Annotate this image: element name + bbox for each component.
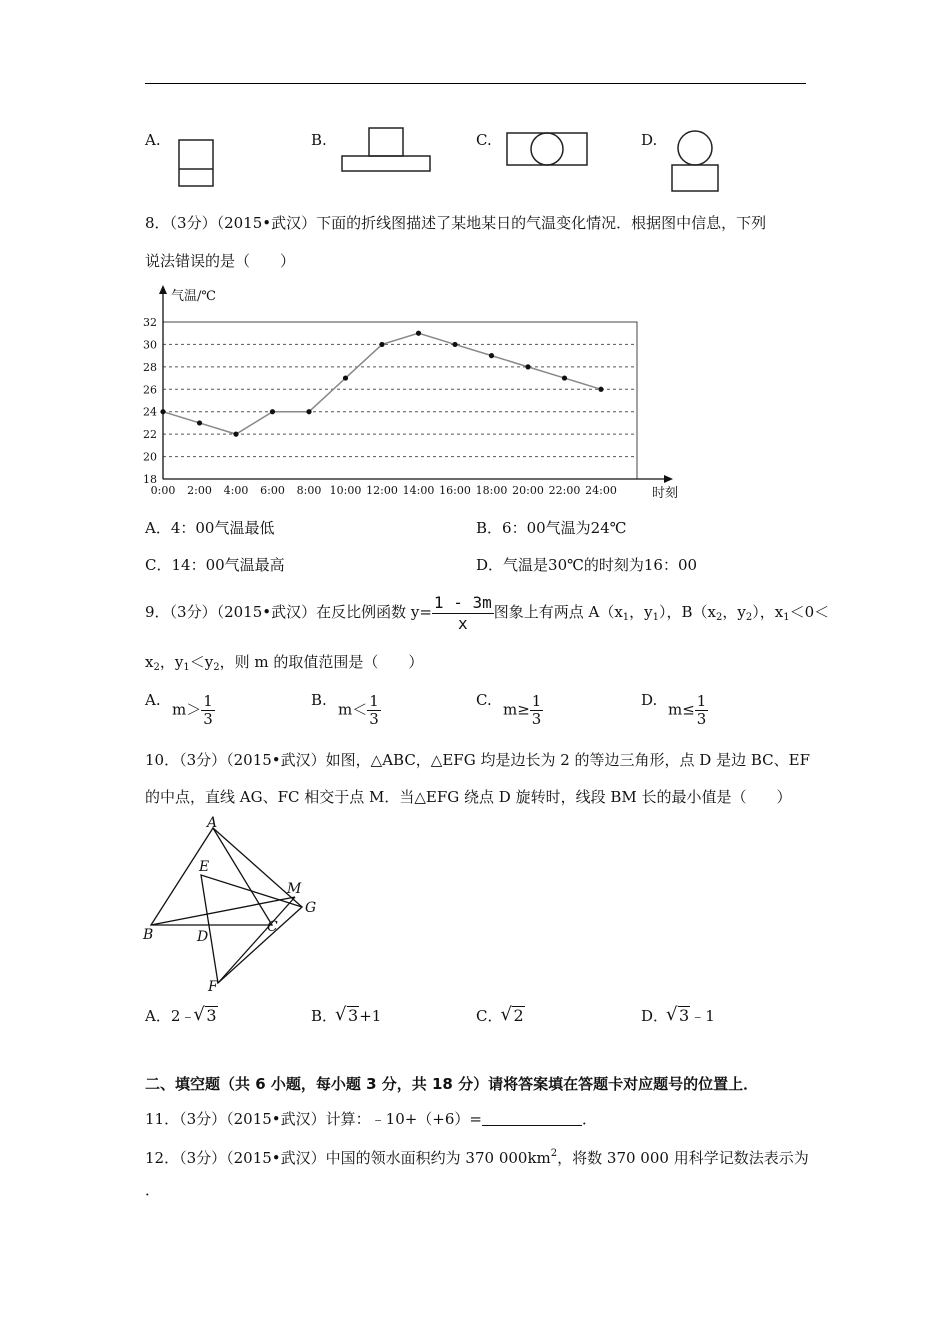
q9-option-d-num: 1 bbox=[696, 692, 707, 710]
x-axis-arrow bbox=[664, 475, 673, 483]
q8-option-b: B．6：00气温为24℃ bbox=[476, 519, 627, 537]
q9-sub-8: 2 bbox=[213, 662, 220, 673]
q11-question: 11．（3分）（2015•武汉）计算：﹣10+（+6）= bbox=[145, 1110, 482, 1128]
q10-option-c-radicand: √ 2 bbox=[512, 1006, 524, 1025]
q12-text-line2: ． bbox=[145, 1181, 161, 1199]
x-tick-label: 8:00 bbox=[296, 484, 322, 497]
q9-sub-5: 1 bbox=[783, 612, 790, 623]
x-tick-label: 18:00 bbox=[475, 484, 508, 497]
q9-sub-2: 1 bbox=[652, 612, 660, 623]
q9-option-a-label: A. bbox=[145, 691, 161, 709]
header-rule bbox=[145, 83, 806, 84]
q10-option-b-label: B． bbox=[311, 1007, 338, 1025]
q9-option-d-fraction bbox=[695, 693, 709, 728]
triangle-abc bbox=[151, 828, 272, 925]
q9-option-d-label: D. bbox=[641, 691, 658, 709]
q9-option-b-den: 3 bbox=[369, 710, 379, 728]
q9-text-line2 bbox=[145, 652, 423, 678]
q10-option-d-post: ﹣1 bbox=[690, 1007, 715, 1025]
plot-frame bbox=[163, 322, 637, 479]
q9-line2-c: ＜y bbox=[189, 653, 214, 671]
q7-shape-b bbox=[342, 128, 430, 171]
y-tick-label: 20 bbox=[143, 450, 157, 464]
q9-frac-num: 1 - 3m bbox=[433, 592, 492, 612]
data-point bbox=[270, 409, 275, 414]
data-point bbox=[416, 331, 421, 336]
q10-option-b-post: +1 bbox=[359, 1007, 382, 1025]
q7-shape-a bbox=[179, 140, 213, 186]
q9-option-d-den: 3 bbox=[696, 710, 707, 728]
y-axis-arrow bbox=[159, 285, 167, 294]
q7-option-d-label: D. bbox=[641, 131, 658, 149]
label-e: E bbox=[199, 859, 210, 875]
q10-option-c bbox=[476, 1006, 525, 1026]
q10-text-line2: 的中点，直线 AG、FC 相交于点 M．当△EFG 绕点 D 旋转时，线段 BM 长的最小值是（ ） bbox=[145, 788, 792, 806]
q7-shape-c bbox=[507, 133, 587, 165]
x-tick-label: 16:00 bbox=[439, 484, 471, 497]
q10-option-a-radicand: √ 3 bbox=[205, 1006, 217, 1025]
data-point bbox=[562, 375, 567, 380]
x-tick-label: 24:00 bbox=[585, 484, 617, 497]
y-tick-label: 32 bbox=[143, 316, 157, 329]
q9-option-a-den: 3 bbox=[203, 710, 213, 728]
q9-option-b bbox=[338, 693, 381, 728]
y-tick-label: 26 bbox=[143, 383, 157, 397]
data-point bbox=[160, 409, 165, 414]
x-tick-label: 0:00 bbox=[150, 484, 176, 497]
q9-sub-3: 2 bbox=[716, 612, 723, 623]
q9-suffix-f: ＜0＜ bbox=[789, 603, 830, 621]
q10-option-a-pre: 2﹣ bbox=[170, 1007, 196, 1025]
x-tick-label: 4:00 bbox=[223, 484, 249, 497]
y-tick-label: 28 bbox=[143, 360, 157, 374]
data-point bbox=[452, 342, 457, 347]
q10-geometry-figure bbox=[140, 815, 330, 997]
q9-line2-a: x bbox=[145, 653, 154, 671]
label-d: D bbox=[197, 929, 209, 945]
label-b: B bbox=[143, 927, 154, 943]
data-point bbox=[598, 387, 603, 392]
data-point bbox=[233, 432, 238, 437]
q12-text-b: ，将数 370 000 用科学记数法表示为 bbox=[557, 1149, 809, 1167]
q11-text bbox=[145, 1109, 597, 1129]
q9-option-c-num: 1 bbox=[531, 692, 542, 710]
q11-end: ． bbox=[582, 1110, 598, 1128]
q9-option-a-expr: m＞ bbox=[172, 700, 202, 719]
q10-option-d bbox=[641, 1006, 715, 1026]
q9-option-c-label: C. bbox=[476, 691, 492, 709]
x-tick-label: 20:00 bbox=[512, 484, 544, 497]
label-a: A bbox=[207, 815, 218, 831]
q7-option-c-label: C. bbox=[476, 131, 492, 149]
data-point bbox=[343, 375, 348, 380]
q9-option-b-fraction bbox=[367, 693, 381, 728]
q9-sub-6: 2 bbox=[153, 662, 160, 673]
x-tick-label: 14:00 bbox=[402, 484, 435, 497]
q12-text-line1 bbox=[145, 1144, 809, 1168]
y-tick-label: 22 bbox=[143, 428, 157, 442]
q10-option-d-label: D． bbox=[641, 1007, 669, 1025]
q9-suffix-e: ），x bbox=[752, 603, 784, 621]
q9-line2-b: ，y bbox=[159, 653, 184, 671]
q9-frac-den: x bbox=[458, 613, 468, 633]
q8-option-c: C．14：00气温最高 bbox=[145, 556, 285, 574]
q9-option-c bbox=[503, 693, 543, 728]
x-tick-label: 10:00 bbox=[329, 484, 362, 497]
label-f: F bbox=[208, 979, 218, 995]
q8-text-line2: 说法错误的是（ ） bbox=[145, 252, 296, 270]
q10-option-a bbox=[145, 1006, 218, 1026]
q7-shape-d bbox=[672, 131, 718, 191]
label-g: G bbox=[305, 900, 317, 916]
q10-option-b-radicand: √ 3 bbox=[347, 1006, 359, 1025]
q9-prefix: 9．（3分）（2015•武汉）在反比例函数 y= bbox=[145, 603, 432, 621]
y-axis-label: 气温/℃ bbox=[171, 289, 216, 304]
q9-option-b-label: B. bbox=[311, 691, 327, 709]
q9-sub-1: 1 bbox=[622, 612, 630, 623]
q7-option-b-label: B. bbox=[311, 131, 327, 149]
section2-heading: 二、填空题（共 6 小题，每小题 3 分，共 18 分）请将答案填在答题卡对应题号的位置上． bbox=[145, 1075, 759, 1093]
temperature-series-line bbox=[163, 333, 601, 434]
q9-suffix-a: 图象上有两点 A（x bbox=[493, 603, 623, 621]
q7-option-a-label: A. bbox=[145, 131, 161, 149]
y-tick-label: 24 bbox=[143, 405, 157, 419]
q9-option-a-fraction bbox=[201, 693, 215, 728]
q9-option-d-expr: m≤ bbox=[668, 700, 695, 719]
q9-option-b-num: 1 bbox=[369, 692, 379, 710]
q10-option-c-label: C． bbox=[476, 1007, 503, 1025]
q9-text-line1 bbox=[145, 592, 829, 638]
x-tick-label: 6:00 bbox=[260, 484, 285, 497]
q9-option-c-expr: m≥ bbox=[503, 700, 530, 719]
q9-sub-4: 2 bbox=[745, 612, 753, 623]
q9-option-b-expr: m＜ bbox=[338, 700, 368, 719]
q9-line2-d: ，则 m 的取值范围是（ ） bbox=[219, 653, 424, 671]
y-tick-label: 30 bbox=[143, 338, 157, 352]
q12-sup: 2 bbox=[550, 1148, 558, 1159]
q9-option-c-den: 3 bbox=[531, 710, 542, 728]
x-tick-label: 2:00 bbox=[187, 484, 212, 497]
q9-option-a-num: 1 bbox=[203, 692, 213, 710]
label-m: M bbox=[287, 881, 302, 897]
data-point bbox=[197, 420, 202, 425]
y-tick-label: 18 bbox=[143, 473, 157, 486]
q10-option-a-label: A． bbox=[145, 1007, 171, 1025]
q9-function-fraction bbox=[432, 593, 494, 634]
q9-sub-7: 1 bbox=[183, 662, 190, 673]
temperature-line-chart bbox=[140, 282, 700, 504]
x-axis-label: 时刻 bbox=[652, 486, 679, 501]
q8-text-line1: 8．（3分）（2015•武汉）下面的折线图描述了某地某日的气温变化情况．根据图中信息，下列 bbox=[145, 214, 767, 232]
q8-option-d: D．气温是30℃的时刻为16：00 bbox=[476, 556, 698, 574]
q10-option-d-radicand: √ 3 bbox=[678, 1006, 690, 1025]
q9-option-c-fraction bbox=[530, 693, 544, 728]
data-point bbox=[489, 353, 494, 358]
label-c: C bbox=[267, 919, 278, 935]
q10-option-b bbox=[311, 1006, 381, 1026]
q9-option-d bbox=[668, 693, 708, 728]
q9-suffix-c: ），B（x bbox=[659, 603, 716, 621]
q12-text-a: 12．（3分）（2015•武汉）中国的领水面积约为 370 000km bbox=[145, 1149, 551, 1167]
q7-shapes bbox=[170, 125, 730, 197]
q9-suffix-d: ，y bbox=[722, 603, 746, 621]
data-point bbox=[379, 342, 384, 347]
q11-answer-blank[interactable] bbox=[482, 1111, 582, 1126]
x-tick-label: 12:00 bbox=[366, 484, 398, 497]
q9-option-a bbox=[172, 693, 215, 728]
data-point bbox=[525, 364, 530, 369]
x-tick-label: 22:00 bbox=[548, 484, 581, 497]
q10-text-line1: 10．（3分）（2015•武汉）如图，△ABC，△EFG 均是边长为 2 的等边三角形，点 D 是边 BC、EF bbox=[145, 751, 810, 769]
q8-option-a: A．4：00气温最低 bbox=[145, 519, 275, 537]
data-point bbox=[306, 409, 311, 414]
q9-suffix-b: ，y bbox=[629, 603, 653, 621]
